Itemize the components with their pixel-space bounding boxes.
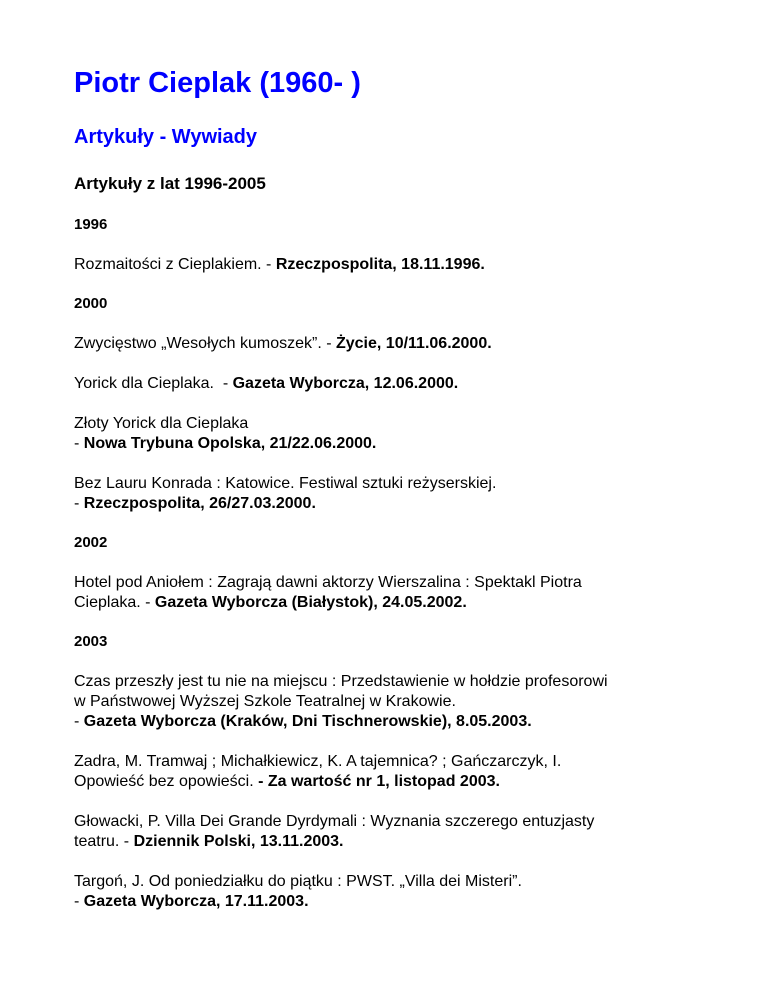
bibliography-entry — [74, 474, 714, 514]
entry-source: Gazeta Wyborcza (Kraków, Dni Tischnerowskie), 8.05.2003. — [83, 713, 532, 730]
entry-source: Rzeczpospolita, 26/27.03.2000. — [83, 495, 316, 512]
entry-source: Rzeczpospolita, 18.11.1996. — [275, 256, 485, 273]
entry-text: Bez Lauru Konrada : Katowice. Festiwal sztuki reżyserskiej. — [74, 475, 497, 492]
entry-text: Opowieść bez opowieści. — [74, 773, 259, 790]
entry-text: Yorick dla Cieplaka. - — [74, 375, 233, 392]
entry-source: Dziennik Polski, 13.11.2003. — [133, 833, 344, 850]
bibliography-entry — [74, 255, 714, 275]
entry-text: Głowacki, P. Villa Dei Grande Dyrdymali : Wyznania szczerego entuzjasty — [74, 813, 595, 830]
entry-text: Hotel pod Aniołem : Zagrają dawni aktorzy Wierszalina : Spektakl Piotra — [74, 574, 582, 591]
entry-text: - — [74, 893, 84, 910]
entry-text: w Państwowej Wyższej Szkole Teatralnej w Krakowie. — [74, 693, 456, 710]
year-heading: 1996 — [74, 216, 108, 233]
bibliography-entry — [74, 672, 714, 732]
bibliography-list — [74, 214, 714, 912]
entry-source: Gazeta Wyborcza, 17.11.2003. — [83, 893, 309, 910]
year-heading: 2002 — [74, 534, 108, 551]
entry-text: Czas przeszły jest tu nie na miejscu : Przedstawienie w hołdzie profesorowi — [74, 673, 608, 690]
bibliography-entry — [74, 812, 714, 852]
entry-text: Cieplaka. - — [74, 594, 155, 611]
bibliography-entry — [74, 573, 714, 613]
entry-source: Gazeta Wyborcza (Białystok), 24.05.2002. — [154, 594, 467, 611]
entry-text: Targoń, J. Od poniedziałku do piątku : PWST. „Villa dei Misteri”. — [74, 873, 522, 890]
bibliography-entry — [74, 872, 714, 912]
page-title: Piotr Cieplak (1960- ) — [74, 67, 361, 99]
bibliography-entry — [74, 414, 714, 454]
bibliography-entry — [74, 334, 714, 354]
entry-source: Gazeta Wyborcza, 12.06.2000. — [232, 375, 459, 392]
entry-text: Zadra, M. Tramwaj ; Michałkiewicz, K. A tajemnica? ; Gańczarczyk, I. — [74, 753, 562, 770]
entry-text: - — [74, 713, 84, 730]
year-heading: 2003 — [74, 633, 108, 650]
bibliography-entry — [74, 752, 714, 792]
entry-text: Rozmaitości z Cieplakiem. - — [74, 256, 276, 273]
entry-text: Zwycięstwo „Wesołych kumoszek”. - — [74, 335, 336, 352]
year-heading: 2000 — [74, 295, 108, 312]
entry-text: - — [74, 435, 84, 452]
entry-source: Nowa Trybuna Opolska, 21/22.06.2000. — [83, 435, 377, 452]
document-page — [74, 62, 714, 912]
entry-text: - — [74, 495, 84, 512]
subsection-heading: Artykuły z lat 1996-2005 — [74, 174, 266, 193]
entry-text: teatru. - — [74, 833, 134, 850]
section-heading: Artykuły - Wywiady — [74, 126, 258, 148]
bibliography-entry — [74, 374, 714, 394]
entry-source: Życie, 10/11.06.2000. — [335, 335, 492, 352]
entry-text: Złoty Yorick dla Cieplaka — [74, 415, 249, 432]
entry-source: - Za wartość nr 1, listopad 2003. — [258, 773, 500, 790]
